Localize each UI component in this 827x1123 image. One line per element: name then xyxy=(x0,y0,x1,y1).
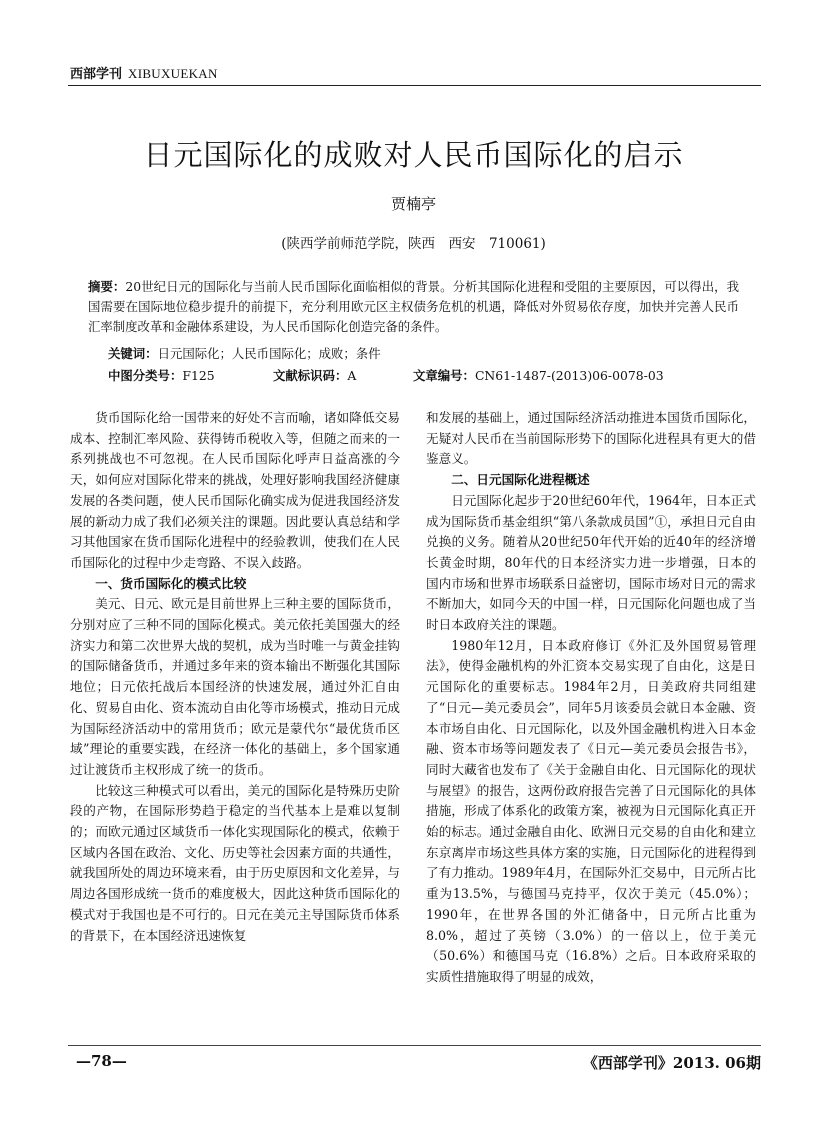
abstract-text: 20世纪日元的国际化与当前人民币国际化面临相似的背景。分析其国际化进程和受阻的主要原因，可以得出，我国需要在国际地位稳步提升的前提下，充分利用欧元区主权债务危机的机遇，降低对外贸易依存度，加快并完善人民币汇率制度改革和金融体系建设，为人民币国际化创造完备的条件。 xyxy=(88,279,739,334)
clc-value: F125 xyxy=(182,368,215,383)
body-paragraph: 货币国际化给一国带来的好处不言而喻，诸如降低交易成本、控制汇率风险、获得铸币税收入等，但随之而来的一系列挑战也不可忽视。在人民币国际化呼声日益高涨的今天，如何应对国际化带来的挑战，处理好影响我国经济健康发展的各类问题，使人民币国际化确实成为促进我国经济发展的新动力成了我们必须关注的课题。因此要认真总结和学习其他国家在货币国际化进程中的经验教训，使我们在人民币国际化的过程中少走弯路、不误入歧路。 xyxy=(70,410,400,570)
footer-journal-issue: 《西部学刊》2013. 06期 xyxy=(582,1054,761,1072)
article-number-label: 文章编号： xyxy=(413,368,475,383)
classification-line xyxy=(108,366,748,384)
abstract xyxy=(88,277,739,337)
author-affiliation: (陕西学前师范学院，陕西 西安 710061) xyxy=(281,236,546,252)
body-paragraph: 和发展的基础上，通过国际经济活动推进本国货币国际化，无疑对人民币在当前国际形势下的国际化进程具有更大的借鉴意义。 xyxy=(426,410,756,467)
keywords-text: 日元国际化；人民币国际化；成败；条件 xyxy=(157,346,381,361)
article-title: 日元国际化的成败对人民币国际化的启示 xyxy=(143,138,684,172)
doc-code xyxy=(273,366,413,384)
right-column xyxy=(426,408,756,988)
keywords-label: 关键词： xyxy=(108,346,158,361)
section-heading: 二、日元国际化进程概述 xyxy=(451,472,590,488)
header-rule xyxy=(68,85,761,86)
doc-code-label: 文献标识码： xyxy=(273,368,348,383)
clc-number xyxy=(108,366,273,384)
author-name: 贾楠亭 xyxy=(390,195,436,213)
section-heading: 一、货币国际化的模式比较 xyxy=(95,575,247,591)
clc-label: 中图分类号： xyxy=(108,368,183,383)
page-number: —78— xyxy=(76,1052,127,1070)
body-paragraph: 比较这三种模式可以看出，美元的国际化是特殊历史阶段的产物，在国际形势趋于稳定的当代基本上是难以复制的；而欧元通过区域货币一体化实现国际化的模式，依赖于区域内各国在政治、文化、历史等社会因素方面的共通性，就我国所处的周边环境来看，由于历史原因和文化差异，与周边各国形成统一货币的难度极大，因此这种货币国际化的模式对于我国也是不可行的。日元在美元主导国际货币体系的背景下，在本国经济迅速恢复 xyxy=(70,782,400,943)
journal-pinyin: XIBUXUEKAN xyxy=(128,66,218,81)
footer-rule xyxy=(68,1045,761,1046)
body-paragraph: 日元国际化起步于20世纪60年代，1964年，日本正式成为国际货币基金组织“第八条款成员国”①，承担日元自由兑换的义务。随着从20世纪50年代开始的近40年的经济增长黄金时期，80年代的日本经济实力进一步增强，日本的国内市场和世界市场联系日益密切，国际市场对日元的需求不断加大，如同今天的中国一样，日元国际化问题也成了当时日本政府关注的课题。 xyxy=(426,492,756,633)
abstract-label: 摘要： xyxy=(88,279,126,294)
body-paragraph: 美元、日元、欧元是目前世界上三种主要的国际货币，分别对应了三种不同的国际化模式。美元依托美国强大的经济实力和第二次世界大战的契机，成为当时唯一与黄金挂钩的国际储备货币，并通过多年来的资本输出不断强化其国际地位；日元依托战后本国经济的快速发展，通过外汇自由化、贸易自由化、资本流动自由化等市场模式，推动日元成为国际经济活动中的常用货币；欧元是蒙代尔“最优货币区域”理论的重要实践，在经济一体化的基础上，多个国家通过让渡货币主权形成了统一的货币。 xyxy=(70,596,400,777)
running-header xyxy=(70,63,218,82)
article-number-value: CN61-1487-(2013)06-0078-03 xyxy=(474,368,664,383)
article-number xyxy=(413,366,664,384)
journal-name: 西部学刊 xyxy=(70,67,123,82)
body-paragraph: 1980年12月，日本政府修订《外汇及外国贸易管理法》，使得金融机构的外汇资本交易实现了自由化，这是日元国际化的重要标志。1984年2月，日美政府共同组建了“日元—美元委员会”，同年5月该委员会就日本金融、资本市场自由化、日元国际化，以及外国金融机构进入日本金融、资本市场等问题发表了《日元—美元委员会报告书》，同时大藏省也发布了《关于金融自由化、日元国际化的现状与展望》的报告，这两份政府报告完善了日元国际化的具体措施，形成了体系化的政策方案，被视为日元国际化真正开始的标志。通过金融自由化、欧洲日元交易的自由化和建立东京离岸市场这些具体方案的实施，日元国际化的进程得到了有力推动。1989年4月，在国际外汇交易中，日元所占比重为13.5%，与德国马克持平，仅次于美元（45.0%）；1990年，在世界各国的外汇储备中，日元所占比重为8.0%，超过了英镑（3.0%）的一倍以上，位于美元（50.6%）和德国马克（16.8%）之后。日本政府采取的实质性措施取得了明显的成效， xyxy=(426,637,756,984)
doc-code-value: A xyxy=(347,368,357,383)
left-column xyxy=(70,408,400,946)
keywords xyxy=(108,344,381,362)
